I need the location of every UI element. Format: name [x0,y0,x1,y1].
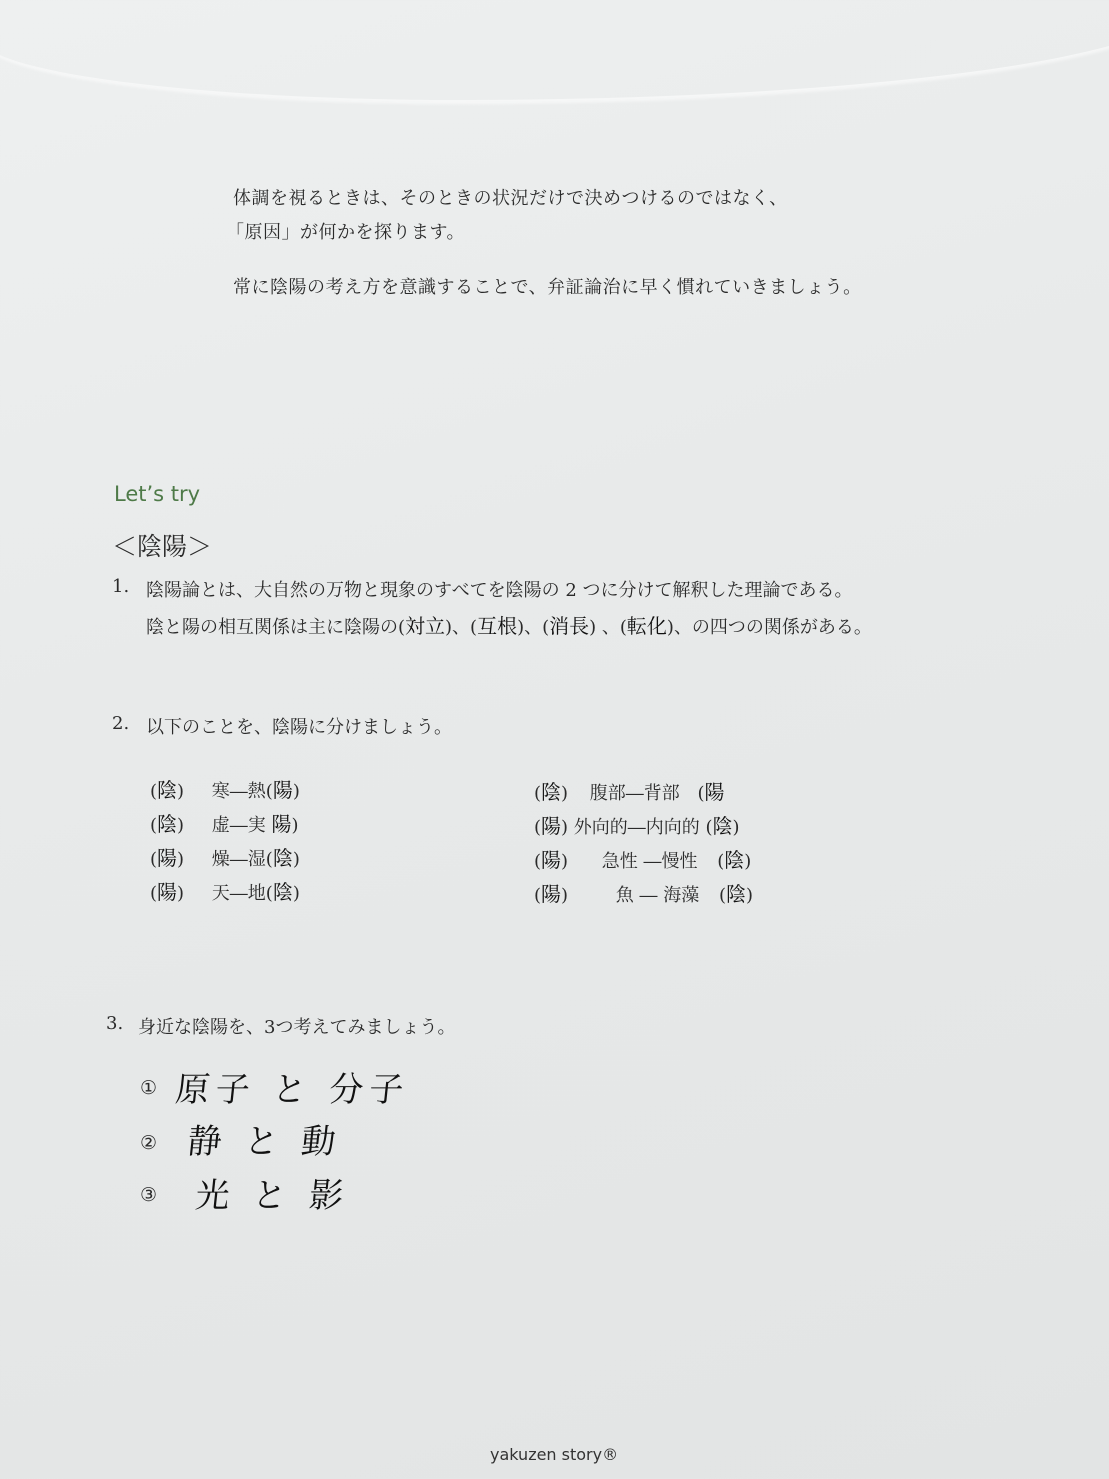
q2-right-1-pair: 腹部―背部 [589,783,680,804]
q3-answer-3: 光 と 影 [193,1176,352,1216]
q2-right-row-4: (陽) 魚 ― 海藻 (陰) [534,882,754,906]
q3-number: 3. [106,1013,124,1034]
intro-line-2: 「原因」が何かを探ります。 [226,222,466,243]
q2-right-3-a: 陽 [541,848,562,872]
q2-prompt: 以下のことを、陰陽に分けましょう。 [146,717,452,738]
q1-line-2-suffix: 、の四つの関係がある。 [673,617,872,638]
q2-right-1-a: 陰 [541,780,562,804]
intro-line-1: 体調を視るときは、そのときの状況だけで決めつけるのではなく、 [233,188,788,209]
q2-left-row-3: (陽) 燥―湿(陰) [150,846,300,870]
q3-answer-1: 原子 と 分子 [173,1070,412,1110]
q2-left-3-a: 陽 [157,846,178,870]
q2-left-3-pair: 燥―湿 [211,849,266,870]
q2-right-4-a: 陽 [541,882,562,906]
q2-right-row-1: (陰) 腹部―背部 (陽 [534,780,725,804]
q2-left-4-pair: 天―地 [211,883,266,904]
q2-right-2-b: 陰 [712,814,733,838]
q3-answer-3-wrap [193,1168,352,1217]
q2-left-1-pair: 寒―熱 [211,781,266,802]
q2-left-2-pair: 虚―実 [211,815,266,836]
q1-number: 1. [112,576,130,597]
q2-right-4-b: 陰 [726,882,746,906]
q2-left-row-4: (陽) 天―地(陰) [150,880,300,904]
q3-answer-1-wrap [173,1062,412,1111]
q2-right-4-pair: 魚 ― 海藻 [615,885,700,906]
q1-line-2: 陰と陽の相互関係は主に陰陽の(対立)、(互根)、(消長) 、(転化)、の四つの関係がある。 [146,614,872,638]
q3-prompt: 身近な陰陽を、3つ考えてみましょう。 [138,1017,456,1038]
q3-answer-2-wrap [185,1114,344,1163]
q2-left-1-b: 陽 [272,778,293,802]
q2-left-4-a: 陽 [157,880,178,904]
q2-right-2-a: 陽 [541,814,562,838]
q2-left-1-a: 陰 [157,778,178,802]
q1-answer-3: 消長 [549,614,590,638]
q2-right-row-2: (陽) 外向的―内向的 (陰) [534,814,740,838]
q2-left-2-a: 陰 [157,812,178,836]
q3-answer-2: 静 と 動 [185,1122,344,1162]
q2-right-1-b: 陽 [704,780,725,804]
lets-try-label: Let’s try [114,482,201,506]
q2-left-3-b: 陰 [272,846,293,870]
q2-left-4-b: 陰 [272,880,293,904]
q2-right-3-b: 陰 [724,848,745,872]
q2-right-3-pair: 急性 ―慢性 [601,851,698,872]
footer-brand: yakuzen story® [490,1445,619,1464]
q3-mark-2: ② [140,1132,158,1154]
q1-answer-1: 対立 [405,614,446,638]
q1-answer-4: 転化 [626,614,667,638]
q2-right-2-pair: 外向的―内向的 [573,817,700,838]
q1-line-2-prefix: 陰と陽の相互関係は主に陰陽の [146,617,398,638]
q2-left-row-1: (陰) 寒―熱(陽) [150,778,300,802]
q1-answer-2: 互根 [477,614,518,638]
q2-number: 2. [112,713,130,734]
q1-line-1: 陰陽論とは、大自然の万物と現象のすべてを陰陽の 2 つに分けて解釈した理論である。 [146,580,853,601]
q2-left-2-b: 陽 [271,812,292,836]
q3-mark-1: ① [140,1077,158,1099]
plastic-sleeve-edge [0,0,1109,102]
section-title: ＜陰陽＞ [112,532,213,561]
q2-left-row-2: (陰) 虚―実 陽) [150,812,299,836]
q3-mark-3: ③ [140,1184,158,1206]
intro-line-3: 常に陰陽の考え方を意識することで、弁証論治に早く慣れていきましょう。 [233,277,862,298]
q2-right-row-3: (陽) 急性 ―慢性 (陰) [534,848,752,872]
